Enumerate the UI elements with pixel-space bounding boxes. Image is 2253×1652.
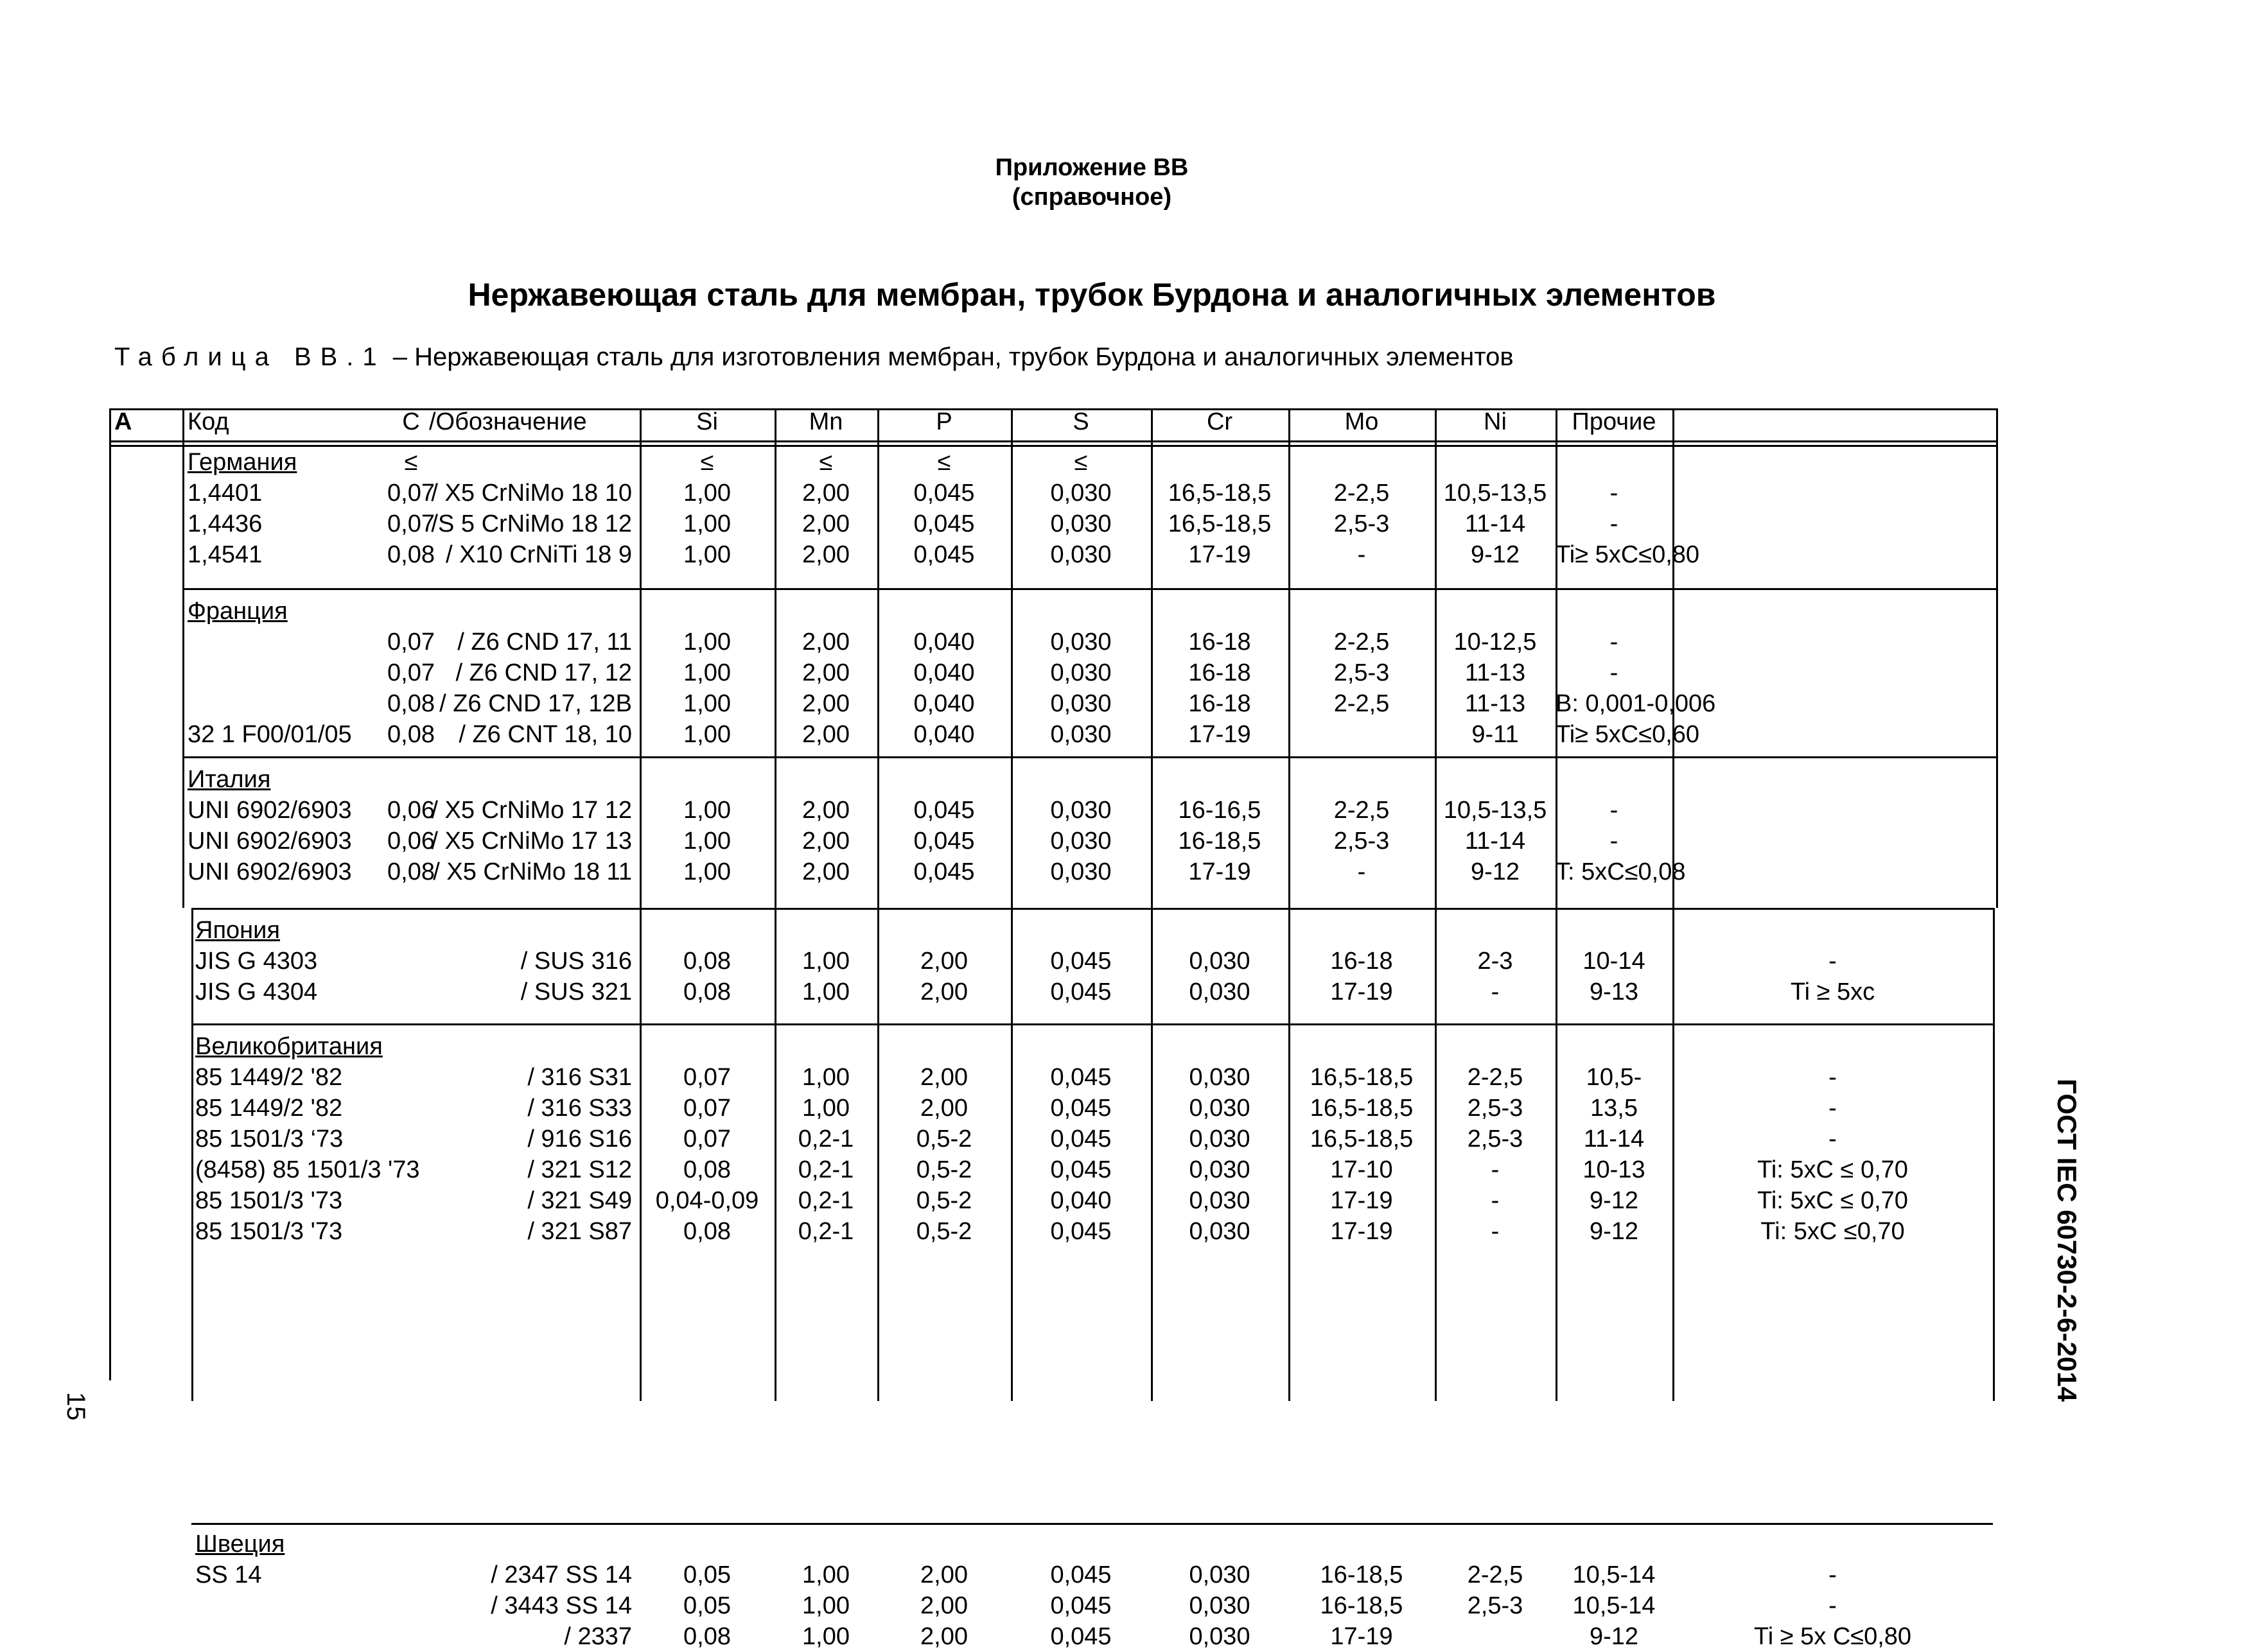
cell-other: - xyxy=(1828,1095,1837,1122)
country-heading: Швеция xyxy=(195,1531,285,1558)
cell-c: 0,04-0,09 xyxy=(655,1187,759,1214)
cell-mo: 2,5-3 xyxy=(1467,1126,1523,1152)
cell-s: 0,030 xyxy=(1050,510,1112,537)
table-border-left xyxy=(109,912,111,1380)
cell-other: - xyxy=(1828,1561,1837,1588)
limit-symbol: ≤ xyxy=(937,449,951,476)
cell-s: 0,030 xyxy=(1050,858,1112,885)
cell-s: 0,030 xyxy=(1189,1126,1250,1152)
cell-cr: 16-18,5 xyxy=(1178,828,1261,855)
cell-mn: 2,00 xyxy=(802,480,850,507)
cell-mn: 2,00 xyxy=(920,1561,968,1588)
cell-mn: 2,00 xyxy=(802,510,850,537)
cell-mo: 2-2,5 xyxy=(1333,480,1390,507)
cell-mn: 0,5-2 xyxy=(916,1126,972,1152)
cell-mn: 2,00 xyxy=(802,858,850,885)
cell-c: 0,08 xyxy=(683,1218,731,1245)
cell-ni: 11-14 xyxy=(1464,510,1526,537)
cell-mn: 0,5-2 xyxy=(916,1218,972,1245)
cell-cr: 16-18 xyxy=(1330,948,1393,975)
cell-ni: 13,5 xyxy=(1590,1095,1638,1122)
row-code: 85 1501/3 '73 xyxy=(195,1218,343,1245)
cell-mn: 2,00 xyxy=(920,978,968,1005)
cell-s: 0,030 xyxy=(1189,1561,1250,1588)
cell-p: 0,045 xyxy=(1050,948,1112,975)
cell-s: 0,030 xyxy=(1050,797,1112,824)
cell-mo: - xyxy=(1491,978,1500,1005)
cell-si: 1,00 xyxy=(802,1623,850,1650)
row-code: UNI 6902/6903 xyxy=(188,828,352,855)
limit-symbol: ≤ xyxy=(700,449,714,476)
cell-s: 0,030 xyxy=(1050,659,1112,686)
cell-ni: 10-14 xyxy=(1582,948,1645,975)
cell-si: 1,00 xyxy=(802,1592,850,1619)
cell-ni: 10-13 xyxy=(1582,1156,1645,1183)
row-designation: / 916 S16 xyxy=(527,1126,632,1152)
col-header-code: Код xyxy=(188,408,229,435)
col-header-si: Si xyxy=(696,408,718,435)
cell-si: 1,00 xyxy=(802,978,850,1005)
cell-ni: 10,5- xyxy=(1586,1064,1642,1091)
row-code: 1,4401 xyxy=(188,480,263,507)
cell-s: 0,030 xyxy=(1050,828,1112,855)
cell-s: 0,030 xyxy=(1189,1095,1250,1122)
row-designation: / 316 S31 xyxy=(527,1064,632,1091)
cell-p: 0,045 xyxy=(913,858,975,885)
cell-cr: 16-18 xyxy=(1188,659,1251,686)
cell-mo: - xyxy=(1357,541,1366,568)
row-designation: / X10 CrNiTi 18 9 xyxy=(445,541,632,568)
cell-s: 0,030 xyxy=(1050,541,1112,568)
column-divider xyxy=(1996,408,1998,908)
cell-mn: 0,5-2 xyxy=(916,1187,972,1214)
cell-ni: 10,5-13,5 xyxy=(1443,797,1547,824)
cell-mo: 2-2,5 xyxy=(1333,690,1390,717)
row-designation: / X5 CrNiMo 17 13 xyxy=(431,828,632,855)
column-divider xyxy=(191,908,193,1401)
cell-mn: 2,00 xyxy=(802,690,850,717)
cell-si: 1,00 xyxy=(683,480,731,507)
row-code: 85 1501/3 '73 xyxy=(195,1187,343,1214)
cell-p: 0,045 xyxy=(1050,1592,1112,1619)
cell-s: 0,030 xyxy=(1189,1156,1250,1183)
row-designation: / 2337 xyxy=(564,1623,632,1650)
cell-si: 1,00 xyxy=(802,948,850,975)
cell-si: 1,00 xyxy=(683,721,731,748)
cell-s: 0,030 xyxy=(1189,948,1250,975)
cell-ni: 9-11 xyxy=(1471,721,1519,748)
cell-cr: 16,5-18,5 xyxy=(1310,1064,1414,1091)
table-border-left xyxy=(109,408,111,912)
country-heading: Франция xyxy=(188,598,288,625)
row-designation: / X5 CrNiMo 18 10 xyxy=(431,480,632,507)
cell-p: 0,045 xyxy=(1050,1095,1112,1122)
row-designation: / 316 S33 xyxy=(527,1095,632,1122)
cell-p: 0,045 xyxy=(1050,1126,1112,1152)
row-designation: / X5 CrNiMo 17 12 xyxy=(431,797,632,824)
cell-si: 1,00 xyxy=(683,510,731,537)
row-code: (8458) 85 1501/3 '73 xyxy=(195,1156,420,1183)
row-designation: / Z6 CND 17, 12B xyxy=(439,690,632,717)
col-header-cr: Cr xyxy=(1206,408,1233,435)
cell-s: 0,030 xyxy=(1189,1623,1250,1650)
cell-p: 0,045 xyxy=(1050,1064,1112,1091)
cell-other: Ti ≥ 5xc xyxy=(1790,978,1875,1005)
cell-s: 0,030 xyxy=(1189,1064,1250,1091)
cell-other: Ti ≥ 5x C≤0,80 xyxy=(1753,1623,1912,1650)
cell-c: 0,07 xyxy=(683,1064,731,1091)
cell-si: 1,00 xyxy=(683,828,731,855)
cell-p: 0,045 xyxy=(913,480,975,507)
appendix-note: (справочное) xyxy=(1012,184,1172,211)
cell-s: 0,030 xyxy=(1050,690,1112,717)
cell-other: - xyxy=(1609,480,1618,507)
cell-mn: 2,00 xyxy=(920,1623,968,1650)
cell-p: 0,045 xyxy=(1050,1156,1112,1183)
cell-mn: 2,00 xyxy=(920,1095,968,1122)
cell-mo: 2,5-3 xyxy=(1333,510,1390,537)
cell-mn: 2,00 xyxy=(802,659,850,686)
cell-other: - xyxy=(1609,629,1618,656)
cell-p: 0,040 xyxy=(913,721,975,748)
col-header-designation: /Обозначение xyxy=(429,408,587,435)
cell-other: - xyxy=(1609,659,1618,686)
cell-p: 0,045 xyxy=(913,510,975,537)
standard-number: ГОСТ IEC 60730-2-6-2014 xyxy=(2052,1079,2082,1402)
cell-mo: 2-2,5 xyxy=(1333,797,1390,824)
group-separator xyxy=(191,908,1993,910)
cell-c: 0,08 xyxy=(683,978,731,1005)
cell-s: 0,030 xyxy=(1189,978,1250,1005)
cell-ni: 10,5-14 xyxy=(1572,1592,1656,1619)
cell-c: 0,07 xyxy=(683,1126,731,1152)
cell-mn: 0,5-2 xyxy=(916,1156,972,1183)
cell-si: 0,2-1 xyxy=(798,1126,854,1152)
cell-c: 0,05 xyxy=(683,1592,731,1619)
cell-c: 0,08 xyxy=(387,858,435,885)
cell-p: 0,040 xyxy=(913,659,975,686)
row-code: SS 14 xyxy=(195,1561,262,1588)
cell-other: T: 5xC≤0,08 xyxy=(1556,858,1686,885)
cell-mo: 2,5-3 xyxy=(1467,1095,1523,1122)
row-code: 32 1 F00/01/05 xyxy=(188,721,352,748)
cell-c: 0,07 xyxy=(387,659,435,686)
limit-symbol: ≤ xyxy=(819,449,833,476)
cell-si: 1,00 xyxy=(683,659,731,686)
cell-ni: 9-13 xyxy=(1589,978,1639,1005)
row-code: 85 1501/3 ‘73 xyxy=(195,1126,344,1152)
row-designation: / 321 S87 xyxy=(527,1218,632,1245)
cell-mn: 2,00 xyxy=(802,797,850,824)
cell-mn: 2,00 xyxy=(920,1592,968,1619)
cell-other: Ti: 5xC ≤ 0,70 xyxy=(1757,1156,1908,1183)
group-separator xyxy=(191,1523,1993,1525)
row-designation: / SUS 321 xyxy=(520,978,632,1005)
cell-ni: 11-14 xyxy=(1583,1126,1645,1152)
cell-ni: 9-12 xyxy=(1589,1187,1639,1214)
cell-other: - xyxy=(1609,510,1618,537)
cell-cr: 16,5-18,5 xyxy=(1168,510,1272,537)
cell-mo: 2-2,5 xyxy=(1467,1561,1523,1588)
cell-c: 0,07 xyxy=(683,1095,731,1122)
appendix-title: Приложение ВВ xyxy=(995,154,1189,181)
cell-mn: 2,00 xyxy=(802,541,850,568)
row-designation: / 321 S12 xyxy=(527,1156,632,1183)
col-header-s: S xyxy=(1073,408,1089,435)
col-header-c: C xyxy=(402,408,420,435)
cell-c: 0,07 xyxy=(387,510,435,537)
cell-si: 0,2-1 xyxy=(798,1218,854,1245)
cell-cr: 17-19 xyxy=(1330,1218,1393,1245)
country-heading: Италия xyxy=(188,766,271,793)
cell-mo: 2,5-3 xyxy=(1333,828,1390,855)
cell-cr: 17-19 xyxy=(1188,858,1251,885)
cell-other: - xyxy=(1828,1126,1837,1152)
cell-c: 0,05 xyxy=(683,1561,731,1588)
cell-ni: 10-12,5 xyxy=(1453,629,1537,656)
row-code: 1,4541 xyxy=(188,541,263,568)
cell-cr: 16-18,5 xyxy=(1320,1561,1403,1588)
cell-si: 1,00 xyxy=(683,858,731,885)
cell-cr: 17-19 xyxy=(1330,1623,1393,1650)
cell-other: - xyxy=(1828,1592,1837,1619)
row-code: JIS G 4304 xyxy=(195,978,318,1005)
cell-ni: 9-12 xyxy=(1589,1623,1639,1650)
cell-other: - xyxy=(1609,828,1618,855)
cell-s: 0,030 xyxy=(1189,1187,1250,1214)
cell-si: 1,00 xyxy=(802,1561,850,1588)
country-heading: Япония xyxy=(195,917,280,944)
cell-cr: 17-10 xyxy=(1330,1156,1393,1183)
table-caption-label: Таблица ВВ.1 xyxy=(114,343,386,371)
cell-cr: 16,5-18,5 xyxy=(1310,1126,1414,1152)
cell-mn: 2,00 xyxy=(920,1064,968,1091)
cell-ni: 10,5-13,5 xyxy=(1443,480,1547,507)
row-code: UNI 6902/6903 xyxy=(188,858,352,885)
cell-mo: 2-2,5 xyxy=(1333,629,1390,656)
cell-mo: - xyxy=(1491,1218,1500,1245)
cell-p: 0,040 xyxy=(913,629,975,656)
limit-symbol: ≤ xyxy=(1074,449,1088,476)
cell-mo: 2-3 xyxy=(1477,948,1513,975)
cell-si: 1,00 xyxy=(683,690,731,717)
cell-cr: 16-18 xyxy=(1188,690,1251,717)
cell-mn: 2,00 xyxy=(802,828,850,855)
cell-c: 0,07 xyxy=(387,629,435,656)
cell-s: 0,030 xyxy=(1050,721,1112,748)
cell-other: Ti: 5xC ≤ 0,70 xyxy=(1757,1187,1908,1214)
col-header-mo: Mo xyxy=(1344,408,1379,435)
row-designation: / Z6 CND 17, 11 xyxy=(457,629,632,656)
cell-s: 0,030 xyxy=(1189,1218,1250,1245)
cell-c: 0,08 xyxy=(387,541,435,568)
row-designation: / 321 S49 xyxy=(527,1187,632,1214)
cell-mn: 2,00 xyxy=(802,721,850,748)
cell-cr: 17-19 xyxy=(1330,978,1393,1005)
cell-ni: 10,5-14 xyxy=(1572,1561,1656,1588)
cell-p: 0,045 xyxy=(1050,1561,1112,1588)
col-header-a: A xyxy=(114,408,132,435)
cell-mo: 2-2,5 xyxy=(1467,1064,1523,1091)
cell-s: 0,030 xyxy=(1189,1592,1250,1619)
cell-mo: 2,5-3 xyxy=(1333,659,1390,686)
cell-ni: 9-12 xyxy=(1470,858,1520,885)
cell-mn: 2,00 xyxy=(802,629,850,656)
cell-si: 1,00 xyxy=(802,1095,850,1122)
group-separator xyxy=(182,588,1996,590)
col-header-mn: Mn xyxy=(809,408,843,435)
cell-other: - xyxy=(1609,797,1618,824)
row-designation: / SUS 316 xyxy=(520,948,632,975)
col-header-p: P xyxy=(936,408,952,435)
cell-si: 0,2-1 xyxy=(798,1156,854,1183)
cell-cr: 16-16,5 xyxy=(1178,797,1261,824)
cell-ni: 11-13 xyxy=(1464,659,1526,686)
cell-cr: 17-19 xyxy=(1188,541,1251,568)
cell-ni: 9-12 xyxy=(1589,1218,1639,1245)
table-caption xyxy=(114,343,1514,372)
cell-mo: - xyxy=(1357,858,1366,885)
cell-c: 0,08 xyxy=(387,721,435,748)
row-designation: /S 5 CrNiMo 18 12 xyxy=(431,510,632,537)
cell-cr: 16,5-18,5 xyxy=(1168,480,1272,507)
cell-c: 0,06 xyxy=(387,828,435,855)
col-header-ni: Ni xyxy=(1484,408,1507,435)
cell-c: 0,08 xyxy=(683,948,731,975)
cell-ni: 11-13 xyxy=(1464,690,1526,717)
row-code: JIS G 4303 xyxy=(195,948,318,975)
cell-c: 0,08 xyxy=(683,1623,731,1650)
row-code: 1,4436 xyxy=(188,510,263,537)
document-title: Нержавеющая сталь для мембран, трубок Бурдона и аналогичных элементов xyxy=(468,277,1716,313)
row-designation: / Z6 CND 17, 12 xyxy=(455,659,632,686)
cell-other: Ti≥ 5xC≤0,60 xyxy=(1556,721,1700,748)
country-heading: Германия xyxy=(188,449,297,476)
cell-cr: 16-18 xyxy=(1188,629,1251,656)
limit-symbol: ≤ xyxy=(404,449,418,476)
cell-c: 0,08 xyxy=(387,690,435,717)
group-separator xyxy=(182,756,1996,758)
cell-other: Ti: 5xC ≤0,70 xyxy=(1760,1218,1905,1245)
cell-p: 0,045 xyxy=(913,828,975,855)
cell-p: 0,045 xyxy=(1050,978,1112,1005)
cell-p: 0,045 xyxy=(913,541,975,568)
cell-other: B: 0,001-0,006 xyxy=(1556,690,1716,717)
cell-si: 1,00 xyxy=(683,797,731,824)
cell-ni: 11-14 xyxy=(1464,828,1526,855)
cell-mo: - xyxy=(1491,1156,1500,1183)
row-code: 85 1449/2 '82 xyxy=(195,1095,343,1122)
row-designation: / X5 CrNiMo 18 11 xyxy=(433,858,632,885)
col-header-other: Прочие xyxy=(1572,408,1656,435)
cell-c: 0,07 xyxy=(387,480,435,507)
cell-si: 1,00 xyxy=(683,629,731,656)
cell-si: 0,2-1 xyxy=(798,1187,854,1214)
country-heading: Великобритания xyxy=(195,1033,383,1060)
cell-s: 0,030 xyxy=(1050,629,1112,656)
header-border-bottom xyxy=(109,440,1996,442)
column-divider xyxy=(1672,408,1674,908)
column-divider xyxy=(1993,908,1995,1401)
cell-other: Ti≥ 5xC≤0,80 xyxy=(1556,541,1700,568)
cell-other: - xyxy=(1828,1064,1837,1091)
cell-p: 0,045 xyxy=(1050,1623,1112,1650)
row-code: 85 1449/2 '82 xyxy=(195,1064,343,1091)
cell-p: 0,040 xyxy=(913,690,975,717)
cell-ni: 9-12 xyxy=(1470,541,1520,568)
cell-cr: 17-19 xyxy=(1188,721,1251,748)
cell-p: 0,040 xyxy=(1050,1187,1112,1214)
row-designation: / 2347 SS 14 xyxy=(491,1561,632,1588)
cell-mn: 2,00 xyxy=(920,948,968,975)
cell-c: 0,08 xyxy=(683,1156,731,1183)
table-caption-text: – Нержавеющая сталь для изготовления мембран, трубок Бурдона и аналогичных элементов xyxy=(385,343,1514,371)
row-designation: / 3443 SS 14 xyxy=(491,1592,632,1619)
cell-si: 1,00 xyxy=(683,541,731,568)
cell-cr: 16,5-18,5 xyxy=(1310,1095,1414,1122)
cell-c: 0,06 xyxy=(387,797,435,824)
page-number: 15 xyxy=(62,1392,90,1421)
cell-si: 1,00 xyxy=(802,1064,850,1091)
cell-cr: 16-18,5 xyxy=(1320,1592,1403,1619)
cell-mo: 2,5-3 xyxy=(1467,1592,1523,1619)
row-designation: / Z6 CNT 18, 10 xyxy=(459,721,632,748)
cell-other: - xyxy=(1828,948,1837,975)
cell-s: 0,030 xyxy=(1050,480,1112,507)
cell-p: 0,045 xyxy=(913,797,975,824)
cell-p: 0,045 xyxy=(1050,1218,1112,1245)
row-code: UNI 6902/6903 xyxy=(188,797,352,824)
cell-cr: 17-19 xyxy=(1330,1187,1393,1214)
cell-mo: - xyxy=(1491,1187,1500,1214)
group-separator xyxy=(191,1023,1993,1025)
